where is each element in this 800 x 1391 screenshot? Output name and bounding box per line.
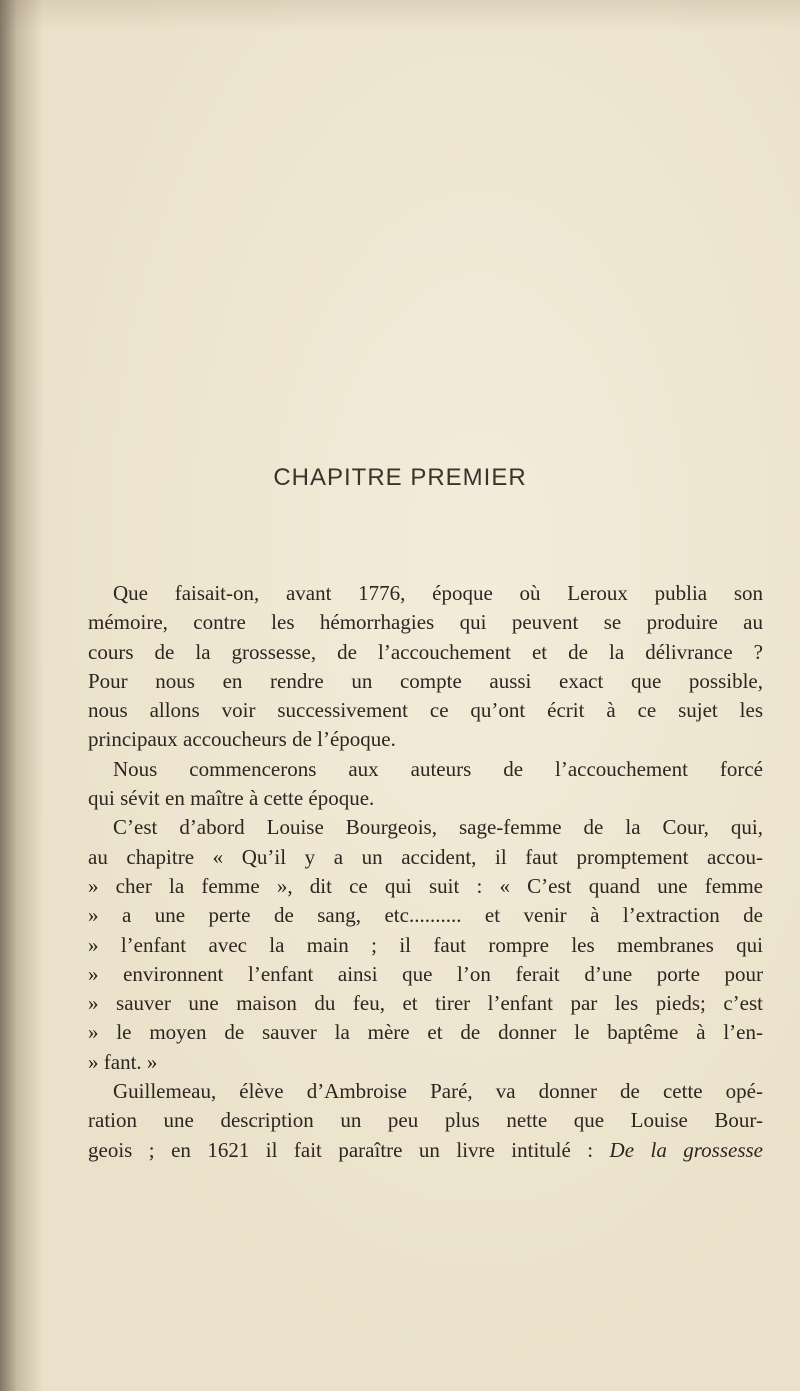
- text-line: » sauver une maison du feu, et tirer l’enfant par les pieds; c’est: [88, 991, 763, 1016]
- text-line: » cher la femme », dit ce qui suit : « C’est quand une femme: [88, 873, 763, 898]
- text-line: » environnent l’enfant ainsi que l’on ferait d’une porte pour: [88, 961, 763, 986]
- text-line: nous allons voir successivement ce qu’ont écrit à ce sujet les: [88, 698, 763, 723]
- text-line: geois ; en 1621 il fait paraître un livre intitulé : De la grossesse: [88, 1137, 763, 1162]
- text-line: Nous commencerons aux auteurs de l’accouchement forcé: [113, 756, 763, 781]
- text-line: principaux accoucheurs de l’époque.: [88, 727, 396, 752]
- text-line: Guillemeau, élève d’Ambroise Paré, va donner de cette opé-: [113, 1079, 763, 1104]
- text-line: » fant. »: [88, 1049, 158, 1074]
- top-shadow: [0, 0, 800, 30]
- text-line: Pour nous en rendre un compte aussi exact que possible,: [88, 668, 763, 693]
- chapter-title: CHAPITRE PREMIER: [273, 464, 527, 491]
- binding-shadow: [0, 0, 44, 1391]
- text-line: mémoire, contre les hémorrhagies qui peuvent se produire au: [88, 610, 763, 635]
- text-line: cours de la grossesse, de l’accouchement et de la délivrance ?: [88, 639, 763, 664]
- text-line: » l’enfant avec la main ; il faut rompre les membranes qui: [88, 932, 763, 957]
- body-text: [88, 579, 763, 1165]
- book-title-italic: De la grossesse: [609, 1137, 763, 1162]
- text-line: ration une description un peu plus nette que Louise Bour-: [88, 1108, 763, 1133]
- text-line: » le moyen de sauver la mère et de donner le baptême à l’en-: [88, 1020, 763, 1045]
- text-line: » a une perte de sang, etc.......... et venir à l’extraction de: [88, 903, 763, 928]
- text-line: Que faisait-on, avant 1776, époque où Leroux publia son: [113, 581, 763, 605]
- text-line: qui sévit en maître à cette époque.: [88, 786, 375, 811]
- text-line: au chapitre « Qu’il y a un accident, il faut promptement accou-: [88, 844, 763, 869]
- text-line: C’est d’abord Louise Bourgeois, sage-femme de la Cour, qui,: [113, 815, 763, 840]
